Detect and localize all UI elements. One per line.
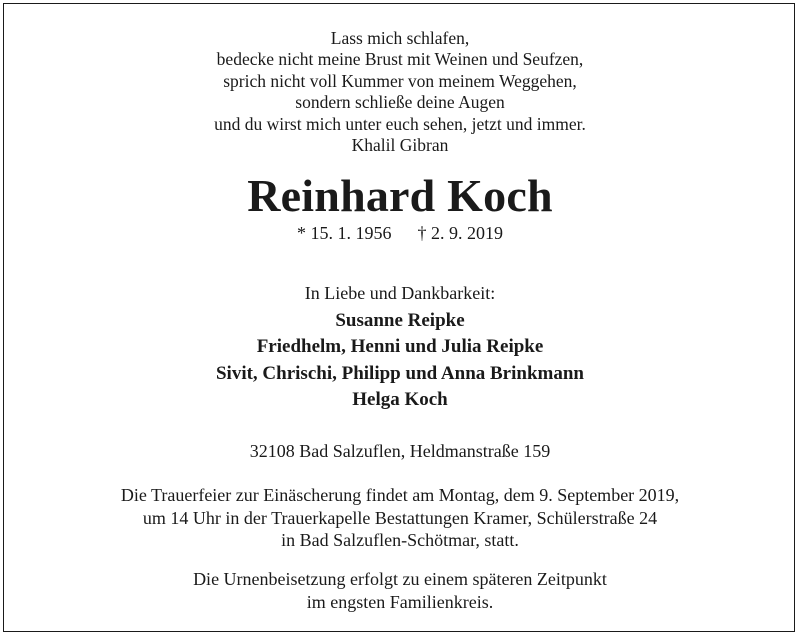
- family-address: 32108 Bad Salzuflen, Heldmanstraße 159: [249, 441, 551, 461]
- ceremony-line: um 14 Uhr in der Trauerkapelle Bestattungen Kramer, Schülerstraße 24: [142, 507, 658, 528]
- mourners-intro: In Liebe und Dankbarkeit:: [304, 283, 496, 303]
- deceased-name: Reinhard Koch: [247, 170, 553, 221]
- ceremony-notice: [0, 484, 800, 552]
- mourner-name: Friedhelm, Henni und Julia Reipke: [256, 336, 544, 358]
- poem-line: bedecke nicht meine Brust mit Weinen und Seufzen,: [216, 49, 584, 70]
- ceremony-line: in Bad Salzuflen-Schötmar, statt.: [281, 530, 519, 551]
- poem-line: sprich nicht voll Kummer von meinem Weggehen,: [223, 70, 577, 91]
- birth-date: * 15. 1. 1956: [297, 223, 392, 243]
- urn-burial-notice: [0, 568, 800, 613]
- life-dates: [0, 222, 800, 244]
- poem: [0, 28, 800, 156]
- poem-author: Khalil Gibran: [351, 135, 449, 156]
- urn-line: Die Urnenbeisetzung erfolgt zu einem späteren Zeitpunkt: [193, 569, 607, 589]
- poem-line: Lass mich schlafen,: [330, 28, 470, 48]
- mourner-name: Susanne Reipke: [335, 310, 465, 331]
- poem-line: sondern schließe deine Augen: [295, 92, 505, 113]
- mourner-name: Helga Koch: [352, 389, 448, 411]
- ceremony-line: Die Trauerfeier zur Einäscherung findet am Montag, dem 9. September 2019,: [120, 485, 680, 505]
- urn-line: im engsten Familienkreis.: [306, 591, 494, 612]
- mourners-list: [0, 308, 800, 414]
- death-date: † 2. 9. 2019: [417, 223, 503, 243]
- mourner-name: Sivit, Chrischi, Philipp und Anna Brinkmann: [215, 362, 584, 384]
- poem-line: und du wirst mich unter euch sehen, jetzt und immer.: [214, 113, 586, 134]
